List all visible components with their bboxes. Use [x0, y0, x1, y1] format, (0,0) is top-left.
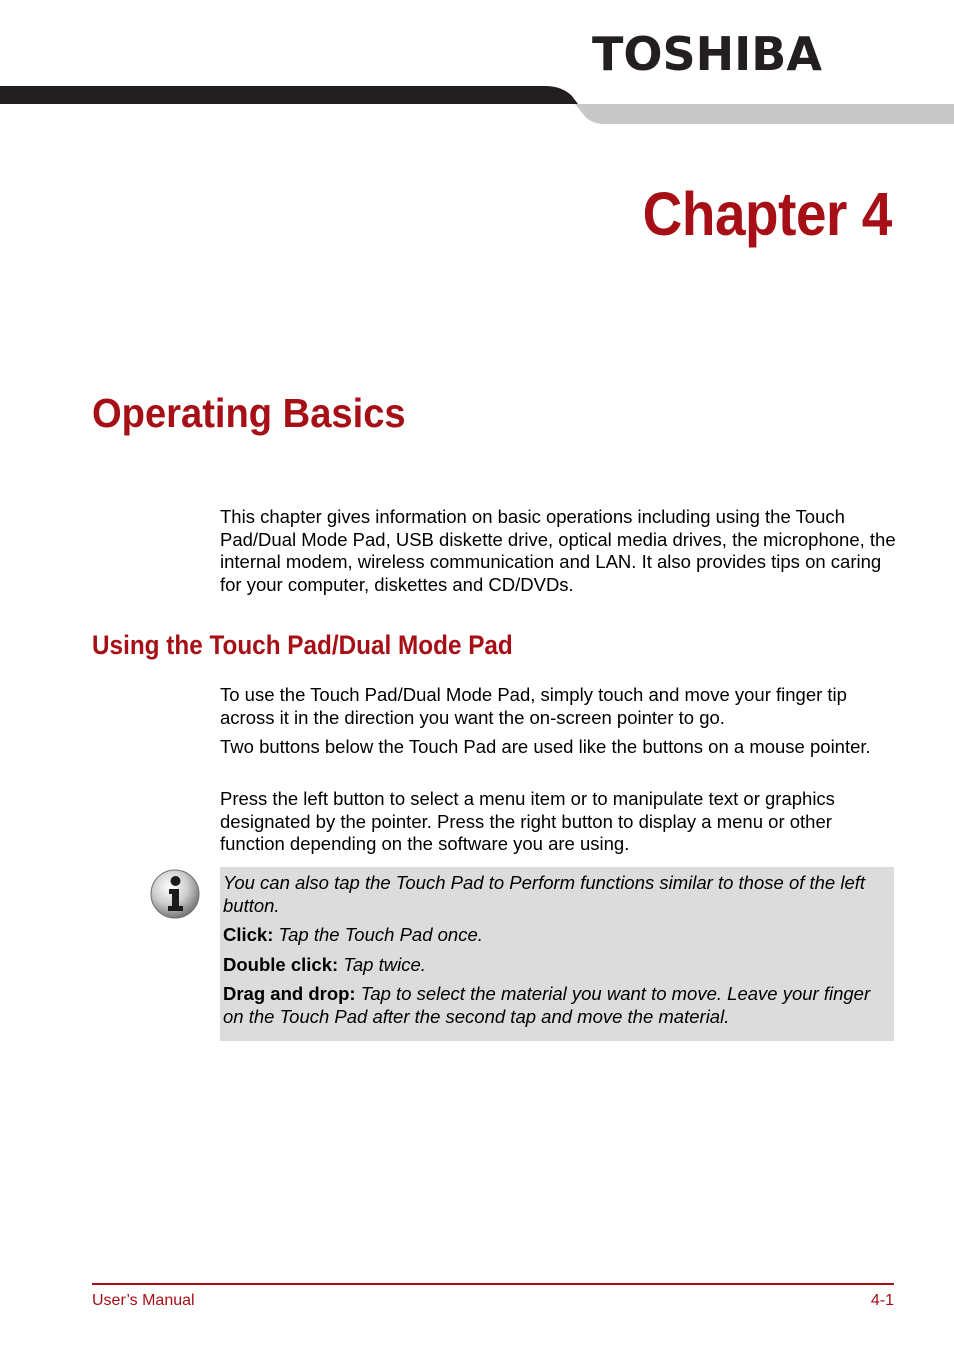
footer-manual-label: User’s Manual [92, 1292, 195, 1309]
body-paragraph: Two buttons below the Touch Pad are used like the buttons on a mouse pointer. [220, 736, 871, 757]
note-item [223, 983, 890, 1028]
note-item [223, 924, 890, 947]
note-text: Tap to select the material you want to move. Leave your finger on the Touch Pad after the second tap and move the material. [223, 983, 871, 1027]
chapter-title: Chapter 4 [642, 180, 892, 248]
body-paragraph: To use the Touch Pad/Dual Mode Pad, simply touch and move your finger tip across it in the direction you want the on-screen pointer to go. [220, 684, 847, 728]
footer-rule [92, 1283, 894, 1285]
note-text: Tap the Touch Pad once. [278, 924, 483, 945]
info-icon [149, 868, 201, 920]
note-box [220, 867, 894, 1041]
section-title: Operating Basics [92, 390, 406, 436]
note-text: Tap twice. [343, 953, 426, 975]
subsection-title: Using the Touch Pad/Dual Mode Pad [92, 630, 513, 660]
header-band [0, 84, 954, 126]
note-term: Click: [223, 924, 274, 945]
note-item [223, 954, 890, 977]
toshiba-logo [592, 30, 824, 76]
note-lead: You can also tap the Touch Pad to Perform functions similar to those of the left button. [223, 872, 866, 916]
intro-paragraph: This chapter gives information on basic operations including using the Touch Pad/Dual Mode Pad, USB diskette drive, optical media drives, the microphone, the internal modem, wireless communication and LAN. It also provides tips on caring for your computer, diskettes and CD/DVDs. [220, 506, 896, 595]
note-term: Double click: [223, 953, 339, 975]
footer-page-number: 4-1 [870, 1292, 894, 1309]
note-term: Drag and drop: [223, 983, 356, 1004]
svg-text:TOSHIBA: TOSHIBA [592, 30, 823, 76]
body-paragraph: Press the left button to select a menu item or to manipulate text or graphics designated by the pointer. Press the right button to display a menu or other function depending on the software you are using. [220, 788, 835, 854]
